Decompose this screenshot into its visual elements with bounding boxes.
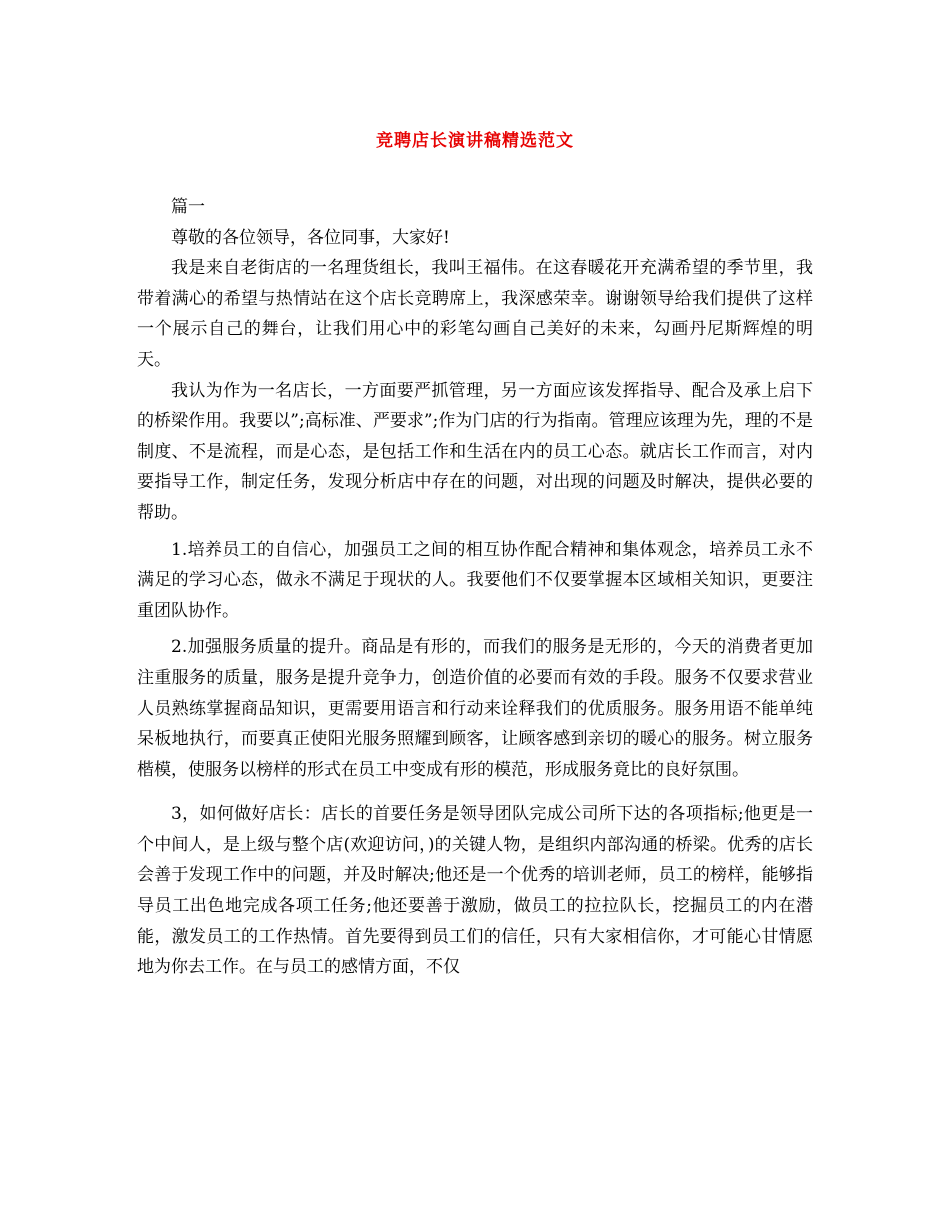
point-2-paragraph: 2.加强服务质量的提升。商品是有形的，而我们的服务是无形的，今天的消费者更加注重服务的质量，服务是提升竞争力，创造价值的必要而有效的手段。服务不仅要求营业人员熟练掌握商品知识，更需要用语言和行动来诠释我们的优质服务。服务用语不能单纯呆板地执行，而要真正使阳光服务照耀到顾客，让顾客感到亲切的暖心的服务。树立服务楷模，使服务以榜样的形式在员工中变成有形的模范，形成服务竟比的良好氛围。	[137, 637, 813, 780]
point-3-paragraph: 3，如何做好店长：店长的首要任务是领导团队完成公司所下达的各项指标;他更是一个中间人，是上级与整个店(欢迎访问，)的关键人物，是组织内部沟通的桥梁。优秀的店长会善于发现工作中的问题，并及时解决;他还是一个优秀的培训老师，员工的榜样，能够指导员工出色地完成各项工任务;他还要善于激励，做员工的拉拉队长，挖掘员工的内在潜能，激发员工的工作热情。首先要得到员工们的信任，只有大家相信你，才可能心甘情愿地为你去工作。在与员工的感情方面，不仅	[137, 804, 813, 978]
management-paragraph: 我认为作为一名店长，一方面要严抓管理，另一方面应该发挥指导、配合及承上启下的桥梁作用。我要以”;高标准、严要求”;作为门店的行为指南。管理应该理为先，理的不是制度、不是流程，而是心态，是包括工作和生活在内的员工心态。就店长工作而言，对内要指导工作，制定任务，发现分析店中存在的问题，对出现的问题及时解决，提供必要的帮助。	[137, 380, 813, 523]
section-heading: 篇一	[171, 197, 205, 217]
greeting-paragraph: 尊敬的各位领导，各位同事，大家好!	[171, 227, 450, 248]
document-title: 竞聘店长演讲稿精选范文	[376, 131, 574, 151]
intro-paragraph: 我是来自老街店的一名理货组长，我叫王福伟。在这春暖花开充满希望的季节里，我带着满心的希望与热情站在这个店长竞聘席上，我深感荣幸。谢谢领导给我们提供了这样一个展示自己的舞台，让我们用心中的彩笔勾画自己美好的未来，勾画丹尼斯辉煌的明天。	[137, 258, 813, 370]
point-1-paragraph: 1.培养员工的自信心，加强员工之间的相互协作配合精神和集体观念，培养员工永不满足的学习心态，做永不满足于现状的人。我要他们不仅要掌握本区域相关知识，更要注重团队协作。	[137, 539, 813, 621]
document-body	[137, 192, 813, 983]
